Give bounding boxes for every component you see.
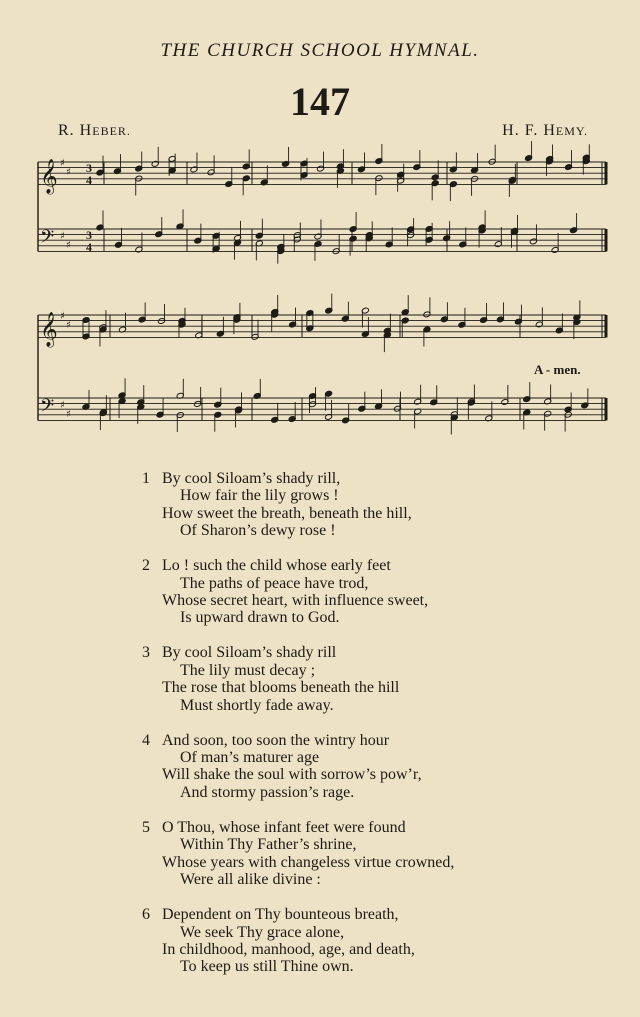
verse-line: Dependent on Thy bounteous breath, bbox=[162, 906, 399, 924]
verse-line: Of Sharon’s dewy rose ! bbox=[180, 522, 336, 540]
composer-first-letter: H bbox=[543, 122, 556, 139]
running-title: THE CHURCH SCHOOL HYMNAL. bbox=[160, 40, 480, 61]
composer-rest: EMY. bbox=[555, 124, 588, 138]
verse-4 bbox=[142, 732, 562, 802]
music-score bbox=[0, 0, 640, 450]
verse-line: Were all alike divine : bbox=[180, 871, 321, 889]
verse-line: How fair the lily grows ! bbox=[180, 487, 339, 505]
time-signature-bottom: 4 bbox=[86, 240, 92, 254]
time-signature-top: 3 bbox=[86, 161, 92, 175]
verse-number: 3 bbox=[142, 644, 150, 662]
verse-line: The lily must decay ; bbox=[180, 661, 316, 679]
verse-line: Whose years with changeless virtue crowned, bbox=[162, 853, 455, 871]
sharp-icon: ♯ bbox=[66, 167, 71, 178]
verse-line: Whose secret heart, with influence sweet, bbox=[162, 592, 429, 610]
time-signature-top: 3 bbox=[86, 228, 92, 242]
verse-line: In childhood, manhood, age, and death, bbox=[162, 940, 415, 958]
time-signature-bottom: 4 bbox=[86, 173, 92, 187]
verse-number: 5 bbox=[142, 818, 150, 836]
time-signatures bbox=[86, 161, 92, 254]
author-rest: EBER. bbox=[92, 124, 131, 138]
verse-line: And soon, too soon the wintry hour bbox=[162, 731, 390, 749]
verse-line: By cool Siloam’s shady rill bbox=[162, 644, 337, 662]
verse-line: Within Thy Father’s shrine, bbox=[180, 836, 357, 854]
bass-clef-icon: 𝄢 bbox=[40, 227, 55, 252]
verse-number: 1 bbox=[142, 470, 150, 487]
sharp-icon: ♯ bbox=[66, 409, 71, 420]
verse-number: 6 bbox=[142, 906, 150, 924]
verse-line: Of man’s maturer age bbox=[180, 749, 320, 767]
sharp-icon: ♯ bbox=[66, 320, 71, 331]
treble-clef-icon: 𝄞 bbox=[40, 159, 58, 194]
amen-label: A - men. bbox=[534, 362, 581, 377]
staff-systems bbox=[38, 158, 606, 421]
verse-line: Lo ! such the child whose early feet bbox=[162, 557, 391, 575]
author-first-letter: H bbox=[79, 122, 93, 139]
verse-3 bbox=[142, 644, 562, 714]
verses bbox=[142, 470, 562, 993]
sharp-icon: ♯ bbox=[60, 311, 65, 322]
verse-line: And stormy passion’s rage. bbox=[180, 783, 355, 801]
verse-number: 4 bbox=[142, 731, 150, 749]
verse-1 bbox=[142, 470, 562, 540]
sharp-icon: ♯ bbox=[60, 400, 65, 411]
verse-line: The rose that blooms beneath the hill bbox=[162, 679, 400, 697]
author-initial: R. bbox=[58, 122, 75, 139]
verse-line: Is upward drawn to God. bbox=[180, 609, 340, 627]
verse-line: O Thou, whose infant feet were found bbox=[162, 818, 406, 836]
sharp-icon: ♯ bbox=[66, 240, 71, 251]
verse-line: To keep us still Thine own. bbox=[180, 958, 354, 976]
sharp-icon: ♯ bbox=[60, 231, 65, 242]
verse-line: By cool Siloam’s shady rill, bbox=[162, 470, 341, 487]
verse-line: How sweet the breath, beneath the hill, bbox=[162, 504, 412, 522]
verse-line: Will shake the soul with sorrow’s pow’r, bbox=[162, 766, 422, 784]
treble-clef-icon: 𝄞 bbox=[40, 312, 58, 347]
composer-initials: H. F. bbox=[502, 122, 539, 139]
hymn-number: 147 bbox=[290, 79, 350, 124]
verse-6 bbox=[142, 906, 562, 976]
verse-2 bbox=[142, 557, 562, 627]
verse-line: We seek Thy grace alone, bbox=[180, 923, 345, 941]
sharp-icon: ♯ bbox=[60, 158, 65, 169]
bass-clef-icon: 𝄢 bbox=[40, 396, 55, 421]
verse-number: 2 bbox=[142, 557, 150, 575]
score-notes bbox=[82, 141, 590, 434]
verse-line: The paths of peace have trod, bbox=[180, 574, 369, 592]
verse-5 bbox=[142, 819, 562, 889]
verse-line: Must shortly fade away. bbox=[180, 696, 334, 714]
